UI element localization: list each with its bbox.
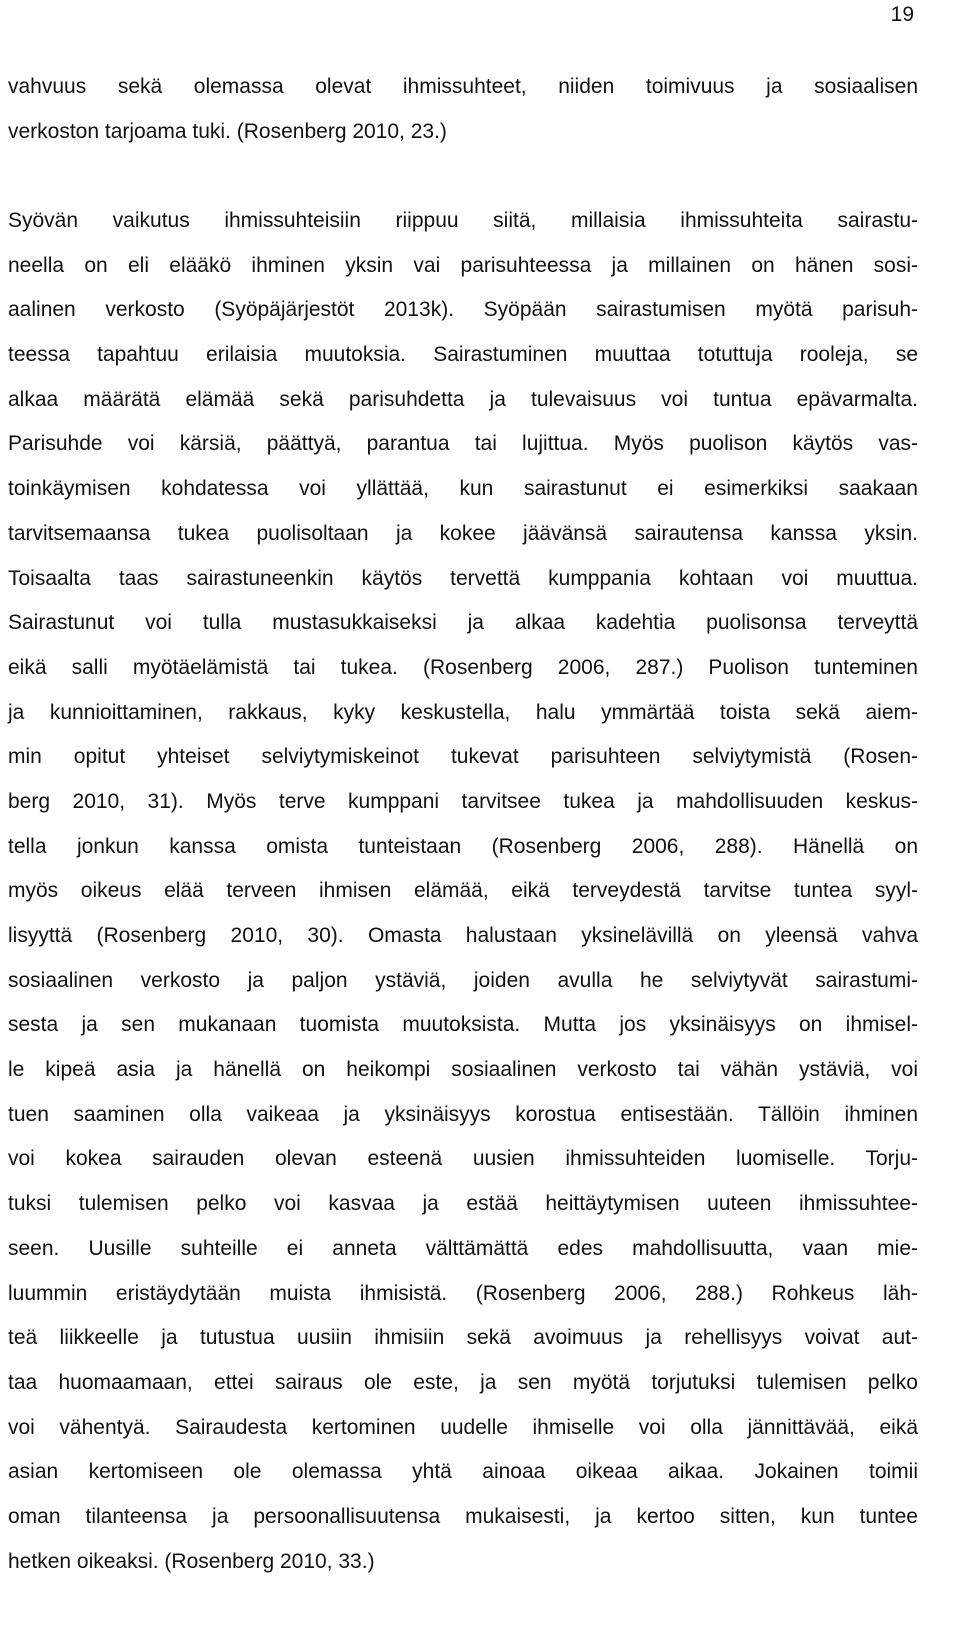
text-line: voi vähentyä. Sairaudesta kertominen uudelle ihmiselle voi olla jännittävää, eikä bbox=[8, 1415, 918, 1439]
text-line: luummin eristäydytään muista ihmisistä. (Rosenberg 2006, 288.) Rohkeus läh- bbox=[8, 1281, 918, 1305]
text-line: myös oikeus elää terveen ihmisen elämää, eikä terveydestä tarvitse tuntea syyl- bbox=[8, 879, 918, 903]
page-number: 19 bbox=[890, 3, 914, 26]
text-line: tarvitsemaansa tukea puolisoltaan ja kokee jäävänsä sairautensa kanssa yksin. bbox=[8, 521, 918, 545]
text-line: sosiaalinen verkosto ja paljon ystäviä, joiden avulla he selviytyvät sairastumi- bbox=[8, 968, 918, 992]
text-line: asian kertomiseen ole olemassa yhtä ainoaa oikeaa aikaa. Jokainen toimii bbox=[8, 1460, 918, 1484]
text-line: tuksi tulemisen pelko voi kasvaa ja estää heittäytymisen uuteen ihmissuhtee- bbox=[8, 1192, 918, 1216]
text-line: Parisuhde voi kärsiä, päättyä, parantua tai lujittua. Myös puolison käytös vas- bbox=[8, 432, 918, 456]
text-line: toinkäymisen kohdatessa voi yllättää, kun sairastunut ei esimerkiksi saakaan bbox=[8, 477, 918, 501]
text-line: Toisaalta taas sairastuneenkin käytös tervettä kumppania kohtaan voi muuttua. bbox=[8, 566, 918, 590]
text-line: ja kunnioittaminen, rakkaus, kyky keskustella, halu ymmärtää toista sekä aiem- bbox=[8, 700, 918, 724]
text-line: taa huomaamaan, ettei sairaus ole este, ja sen myötä torjutuksi tulemisen pelko bbox=[8, 1370, 918, 1394]
paragraph-1 bbox=[8, 65, 918, 154]
text-line: seen. Uusille suhteille ei anneta välttämättä edes mahdollisuutta, vaan mie- bbox=[8, 1236, 918, 1260]
text-line: sesta ja sen mukanaan tuomista muutoksista. Mutta jos yksinäisyys on ihmisel- bbox=[8, 1013, 918, 1037]
text-line: berg 2010, 31). Myös terve kumppani tarvitsee tukea ja mahdollisuuden keskus- bbox=[8, 789, 918, 813]
text-line: alkaa määrätä elämää sekä parisuhdetta ja tulevaisuus voi tuntua epävarmalta. bbox=[8, 387, 918, 411]
text-line: verkoston tarjoama tuki. (Rosenberg 2010, 23.) bbox=[8, 119, 447, 143]
text-line: min opitut yhteiset selviytymiskeinot tukevat parisuhteen selviytymistä (Rosen- bbox=[8, 745, 918, 769]
text-line: le kipeä asia ja hänellä on heikompi sosiaalinen verkosto tai vähän ystäviä, voi bbox=[8, 1058, 918, 1082]
text-line: eikä salli myötäelämistä tai tukea. (Rosenberg 2006, 287.) Puolison tunteminen bbox=[8, 655, 918, 679]
text-line: voi kokea sairauden olevan esteenä uusien ihmissuhteiden luomiselle. Torju- bbox=[8, 1147, 918, 1171]
text-line: aalinen verkosto (Syöpäjärjestöt 2013k). Syöpään sairastumisen myötä parisuh- bbox=[8, 298, 918, 322]
text-line: neella on eli elääkö ihminen yksin vai parisuhteessa ja millainen on hänen sosi- bbox=[8, 253, 918, 277]
text-line: hetken oikeaksi. (Rosenberg 2010, 33.) bbox=[8, 1549, 375, 1573]
text-line: tella jonkun kanssa omista tunteistaan (Rosenberg 2006, 288). Hänellä on bbox=[8, 834, 918, 858]
text-line: oman tilanteensa ja persoonallisuutensa mukaisesti, ja kertoo sitten, kun tuntee bbox=[8, 1504, 918, 1528]
text-line: lisyyttä (Rosenberg 2010, 30). Omasta halustaan yksinelävillä on yleensä vahva bbox=[8, 924, 918, 947]
text-line: Sairastunut voi tulla mustasukkaiseksi ja alkaa kadehtia puolisonsa terveyttä bbox=[8, 611, 918, 635]
text-line: tuen saaminen olla vaikeaa ja yksinäisyys korostua entisestään. Tällöin ihminen bbox=[8, 1102, 918, 1126]
text-line: Syövän vaikutus ihmissuhteisiin riippuu siitä, millaisia ihmissuhteita sairastu- bbox=[8, 209, 918, 232]
text-line: teä liikkeelle ja tutustua uusiin ihmisiin sekä avoimuus ja rehellisyys voivat aut- bbox=[8, 1326, 918, 1350]
text-line: teessa tapahtuu erilaisia muutoksia. Sairastuminen muuttaa totuttuja rooleja, se bbox=[8, 343, 918, 367]
text-line: vahvuus sekä olemassa olevat ihmissuhteet, niiden toimivuus ja sosiaalisen bbox=[8, 75, 918, 98]
paragraph-2 bbox=[8, 199, 918, 1584]
